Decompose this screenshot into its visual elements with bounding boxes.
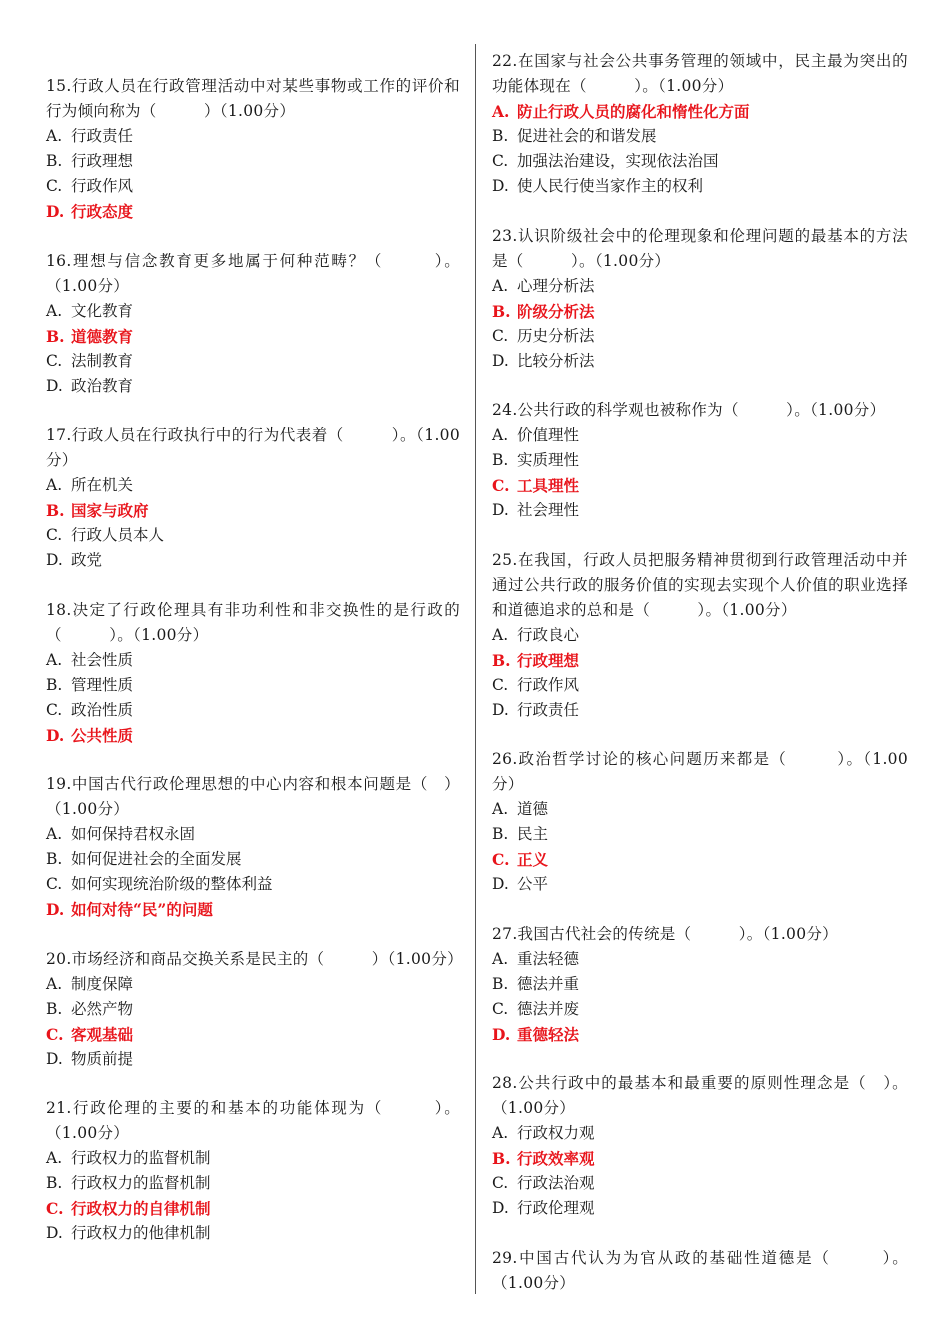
question-block [492, 224, 908, 374]
option-letter: B. [492, 1149, 511, 1168]
option-text: 防止行政人员的腐化和惰性化方面 [517, 102, 750, 121]
question-block [46, 423, 460, 573]
option-letter: A. [46, 825, 63, 843]
answer-option [46, 473, 460, 498]
question-text: 21.行政伦理的主要的和基本的功能体现为（ ）。（1.00分） [46, 1099, 460, 1142]
question-text: 20.市场经济和商品交换关系是民主的（ ）（1.00分） [46, 949, 463, 968]
option-letter: D. [46, 1224, 63, 1242]
option-text: 行政权力的自律机制 [71, 1199, 211, 1218]
answer-option [46, 374, 460, 399]
answer-option [46, 872, 460, 897]
option-letter: C. [492, 152, 509, 170]
answer-option [46, 548, 460, 573]
option-letter: D. [46, 551, 63, 569]
option-text: 德法并废 [517, 999, 580, 1018]
correct-answer-option [492, 473, 908, 498]
option-text: 正义 [517, 850, 549, 869]
option-text: 政治性质 [71, 700, 134, 719]
option-text: 社会性质 [71, 650, 134, 669]
answer-option [492, 972, 908, 997]
option-text: 法制教育 [71, 351, 134, 370]
option-letter: A. [492, 949, 509, 968]
question-text: 23.认识阶级社会中的伦理现象和伦理问题的最基本的方法是（ ）。（1.00分） [492, 226, 908, 270]
correct-answer-option [492, 1146, 908, 1171]
option-text: 工具理性 [517, 476, 580, 495]
option-text: 价值理性 [517, 426, 580, 444]
answer-option [492, 274, 908, 299]
option-list [492, 423, 908, 523]
option-letter: C. [46, 875, 63, 893]
question-text: 19.中国古代行政伦理思想的中心内容和根本问题是（ ）（1.00分） [46, 775, 460, 818]
option-text: 必然产物 [71, 999, 134, 1018]
option-letter: D. [492, 501, 509, 519]
option-text: 政治教育 [71, 376, 134, 395]
option-letter: A. [46, 476, 63, 494]
answer-option [492, 448, 908, 473]
correct-answer-option [46, 897, 460, 922]
option-letter: C. [492, 1174, 509, 1192]
answer-option [492, 124, 908, 149]
question-block [492, 922, 908, 1047]
question-block [46, 772, 460, 922]
option-letter: A. [46, 974, 63, 993]
answer-option [492, 498, 908, 523]
option-text: 行政人员本人 [71, 526, 165, 544]
option-text: 文化教育 [71, 301, 134, 320]
answer-option [492, 997, 908, 1022]
answer-option [492, 423, 908, 448]
option-letter: D. [46, 900, 65, 919]
option-letter: D. [492, 351, 509, 370]
option-text: 比较分析法 [517, 351, 595, 370]
option-text: 所在机关 [71, 476, 134, 494]
option-letter: B. [46, 326, 65, 346]
correct-answer-option [492, 648, 908, 673]
option-list [46, 473, 460, 573]
correct-answer-option [46, 723, 460, 748]
option-text: 社会理性 [517, 501, 580, 519]
option-text: 行政效率观 [517, 1149, 595, 1168]
option-letter: C. [492, 326, 509, 345]
question-block [492, 1071, 908, 1221]
answer-option [492, 797, 908, 822]
question-text: 29.中国古代认为为官从政的基础性道德是（ ）。（1.00分） [492, 1248, 908, 1292]
option-text: 行政作风 [71, 177, 134, 195]
option-text: 行政良心 [517, 625, 580, 644]
answer-option [46, 698, 460, 723]
question-text: 25.在我国，行政人员把服务精神贯彻到行政管理活动中并通过公共行政的服务价值的实现去实现个人价值的职业选择和道德追求的总和是（ ）。（1.00分） [492, 550, 908, 619]
option-letter: D. [492, 1199, 509, 1217]
correct-answer-option [492, 299, 908, 324]
answer-option [46, 149, 460, 174]
option-letter: C. [46, 177, 63, 195]
answer-option [46, 847, 460, 872]
option-letter: D. [46, 1049, 63, 1068]
option-text: 促进社会的和谐发展 [517, 127, 657, 145]
option-letter: C. [46, 526, 63, 544]
option-letter: A. [46, 127, 63, 145]
option-text: 阶级分析法 [517, 301, 595, 321]
answer-option [46, 1171, 460, 1196]
option-letter: B. [46, 152, 63, 170]
right-question-column [492, 49, 908, 1320]
option-text: 使人民行使当家作主的权利 [517, 177, 704, 195]
option-text: 行政权力的监督机制 [71, 1149, 211, 1167]
option-letter: B. [492, 825, 509, 843]
answer-option [492, 149, 908, 174]
answer-option [492, 947, 908, 972]
option-letter: D. [492, 875, 509, 893]
option-letter: B. [46, 850, 63, 868]
option-letter: D. [492, 700, 509, 719]
option-letter: B. [46, 501, 65, 520]
option-list [492, 99, 908, 199]
answer-option [46, 1221, 460, 1246]
answer-option [492, 174, 908, 199]
option-list [46, 648, 460, 748]
correct-answer-option [46, 1196, 460, 1221]
question-text: 24.公共行政的科学观也被称作为（ ）。（1.00分） [492, 401, 886, 419]
option-text: 道德 [517, 800, 549, 818]
answer-option [46, 648, 460, 673]
correct-answer-option [492, 847, 908, 872]
option-letter: C. [46, 1024, 64, 1044]
option-letter: D. [492, 177, 509, 195]
answer-option [492, 822, 908, 847]
answer-option [46, 972, 460, 997]
question-block [492, 49, 908, 199]
answer-option [46, 997, 460, 1022]
option-text: 重法轻德 [517, 949, 580, 968]
answer-option [46, 523, 460, 548]
option-list [46, 822, 460, 922]
option-text: 国家与政府 [71, 501, 149, 520]
question-text: 17.行政人员在行政执行中的行为代表着（ ）。（1.00分） [46, 426, 460, 469]
option-letter: B. [492, 650, 511, 670]
option-text: 行政理想 [517, 650, 580, 670]
option-letter: A. [46, 650, 63, 669]
option-letter: A. [46, 301, 63, 320]
option-text: 制度保障 [71, 974, 134, 993]
option-letter: C. [492, 675, 509, 694]
option-list [492, 1121, 908, 1221]
option-letter: C. [492, 999, 509, 1018]
question-text: 27.我国古代社会的传统是（ ）。（1.00分） [492, 924, 838, 943]
question-text: 15.行政人员在行政管理活动中对某些事物或工作的评价和行为倾向称为（ ）（1.00分） [46, 77, 460, 120]
answer-option [492, 349, 908, 374]
column-divider [475, 44, 476, 1294]
option-list [492, 274, 908, 374]
answer-option [492, 324, 908, 349]
correct-answer-option [46, 1022, 460, 1047]
option-list [492, 947, 908, 1047]
answer-option [492, 698, 908, 723]
option-letter: C. [46, 351, 63, 370]
option-text: 民主 [517, 825, 549, 843]
question-block [46, 249, 460, 399]
question-block [46, 947, 463, 1072]
answer-option [46, 673, 460, 698]
option-letter: D. [46, 725, 65, 745]
option-text: 行政责任 [71, 127, 134, 145]
option-list [46, 972, 460, 1072]
option-letter: C. [46, 700, 63, 719]
option-list [46, 124, 460, 224]
option-letter: C. [46, 1199, 64, 1218]
option-letter: D. [492, 1024, 511, 1044]
correct-answer-option [46, 498, 460, 523]
option-text: 如何保持君权永固 [71, 825, 196, 843]
option-text: 管理性质 [71, 675, 134, 694]
option-text: 行政权力的监督机制 [71, 1174, 211, 1192]
correct-answer-option [492, 1022, 908, 1047]
option-letter: B. [492, 451, 509, 469]
option-letter: A. [46, 1149, 63, 1167]
option-letter: C. [492, 850, 510, 869]
answer-option [46, 299, 460, 324]
question-block [46, 1096, 460, 1246]
option-list [492, 797, 908, 897]
question-block [492, 1246, 908, 1296]
option-list [46, 1146, 460, 1246]
option-letter: A. [492, 800, 509, 818]
option-letter: B. [492, 301, 511, 321]
question-text: 18.决定了行政伦理具有非功利性和非交换性的是行政的（ ）。（1.00分） [46, 600, 460, 644]
answer-option [46, 822, 460, 847]
question-text: 22.在国家与社会公共事务管理的领域中，民主最为突出的功能体现在（ ）。（1.00分） [492, 52, 908, 95]
option-letter: A. [492, 102, 510, 121]
option-text: 行政权力观 [517, 1124, 595, 1142]
answer-option [46, 1047, 460, 1072]
answer-option [492, 1171, 908, 1196]
answer-option [46, 1146, 460, 1171]
option-letter: B. [492, 974, 509, 993]
option-letter: A. [492, 625, 509, 644]
option-text: 行政伦理观 [517, 1199, 595, 1217]
option-text: 行政责任 [517, 700, 580, 719]
option-text: 物质前提 [71, 1049, 134, 1068]
answer-option [492, 872, 908, 897]
option-text: 历史分析法 [517, 326, 595, 345]
option-text: 行政法治观 [517, 1174, 595, 1192]
option-letter: B. [46, 675, 63, 694]
question-block [46, 74, 460, 224]
option-letter: B. [492, 127, 509, 145]
answer-option [46, 349, 460, 374]
option-letter: B. [46, 999, 63, 1018]
option-text: 心理分析法 [517, 276, 595, 295]
option-text: 如何实现统治阶级的整体利益 [71, 875, 273, 893]
option-text: 加强法治建设，实现依法治国 [517, 152, 719, 170]
option-text: 道德教育 [71, 326, 134, 346]
option-text: 客观基础 [71, 1024, 134, 1044]
question-block [46, 598, 460, 748]
option-letter: D. [46, 376, 63, 395]
option-text: 如何促进社会的全面发展 [71, 850, 242, 868]
option-letter: D. [46, 202, 65, 221]
option-letter: A. [492, 276, 509, 295]
option-text: 行政权力的他律机制 [71, 1224, 211, 1242]
question-text: 28.公共行政中的最基本和最重要的原则性理念是（ ）。（1.00分） [492, 1074, 908, 1117]
question-block [492, 747, 908, 897]
option-text: 德法并重 [517, 974, 580, 993]
answer-option [492, 673, 908, 698]
option-letter: A. [492, 1124, 509, 1142]
answer-option [492, 623, 908, 648]
option-text: 行政态度 [71, 202, 134, 221]
question-block [492, 548, 908, 723]
option-list [46, 299, 460, 399]
option-list [492, 623, 908, 723]
left-question-column [46, 74, 463, 1271]
question-block [492, 398, 908, 523]
answer-option [492, 1121, 908, 1146]
option-text: 实质理性 [517, 451, 580, 469]
option-text: 公平 [517, 875, 549, 893]
answer-option [492, 1196, 908, 1221]
option-letter: B. [46, 1174, 63, 1192]
answer-option [46, 124, 460, 149]
option-text: 公共性质 [71, 725, 134, 745]
question-text: 26.政治哲学讨论的核心问题历来都是（ ）。（1.00分） [492, 750, 908, 793]
correct-answer-option [492, 99, 908, 124]
option-letter: C. [492, 476, 510, 495]
option-text: 重德轻法 [517, 1024, 580, 1044]
option-text: 如何对待“民”的问题 [71, 900, 213, 919]
option-text: 政党 [71, 551, 103, 569]
option-text: 行政理想 [71, 152, 134, 170]
question-text: 16.理想与信念教育更多地属于何种范畴？（ ）。（1.00分） [46, 251, 460, 295]
option-text: 行政作风 [517, 675, 580, 694]
answer-option [46, 174, 460, 199]
correct-answer-option [46, 199, 460, 224]
correct-answer-option [46, 324, 460, 349]
option-letter: A. [492, 426, 509, 444]
